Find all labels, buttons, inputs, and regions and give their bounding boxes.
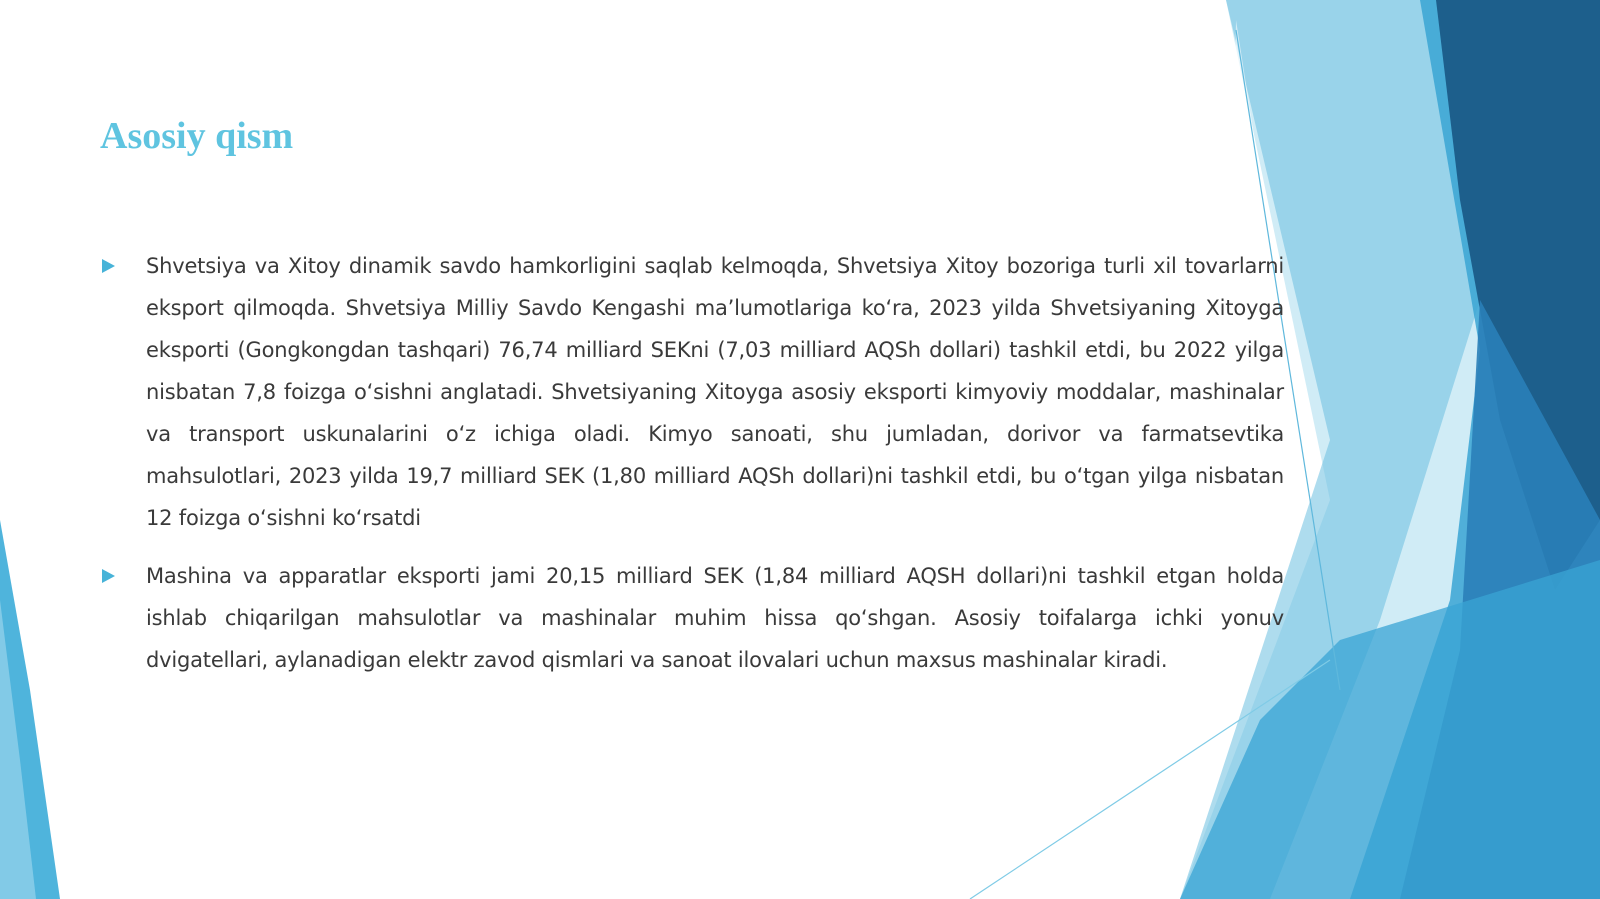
bullet-text: Mashina va apparatlar eksporti jami 20,15 milliard SEK (1,84 milliard AQSH dollari)ni tashkil etgan holda ishlab chiqarilgan mahsulotlar va mashinalar muhim hissa qoʻshgan. Asosiy toifalarga ichki yonuv dvigatellari, aylanadigan elektr zavod qismlari va sanoat ilovalari uchun maxsus mashinalar kiradi. (146, 564, 1284, 672)
bullet-item (100, 245, 1284, 539)
bullet-list (100, 245, 1284, 697)
bullet-text: Shvetsiya va Xitoy dinamik savdo hamkorligini saqlab kelmoqda, Shvetsiya Xitoy bozoriga turli xil tovarlarni eksport qilmoqda. Shvetsiya Milliy Savdo Kengashi ma’lumotlariga koʻra, 2023 yilda Shvetsiyaning Xitoyga eksporti (Gongkongdan tashqari) 76,74 milliard SEKni (7,03 milliard AQSh dollari) tashkil etdi, bu 2022 yilga nisbatan 7,8 foizga oʻsishni anglatadi. Shvetsiyaning Xitoyga asosiy eksporti kimyoviy moddalar, mashinalar va transport uskunalarini oʻz ichiga oladi. Kimyo sanoati, shu jumladan, dorivor va farmatsevtika mahsulotlari, 2023 yilda 19,7 milliard SEK (1,80 milliard AQSh dollari)ni tashkil etdi, bu oʻtgan yilga nisbatan 12 foizga oʻsishni koʻrsatdi (146, 254, 1284, 530)
slide-title: Asosiy qism (100, 115, 294, 157)
triangle-bullet-icon (102, 569, 115, 583)
triangle-bullet-icon (102, 259, 115, 273)
bullet-item (100, 555, 1284, 681)
